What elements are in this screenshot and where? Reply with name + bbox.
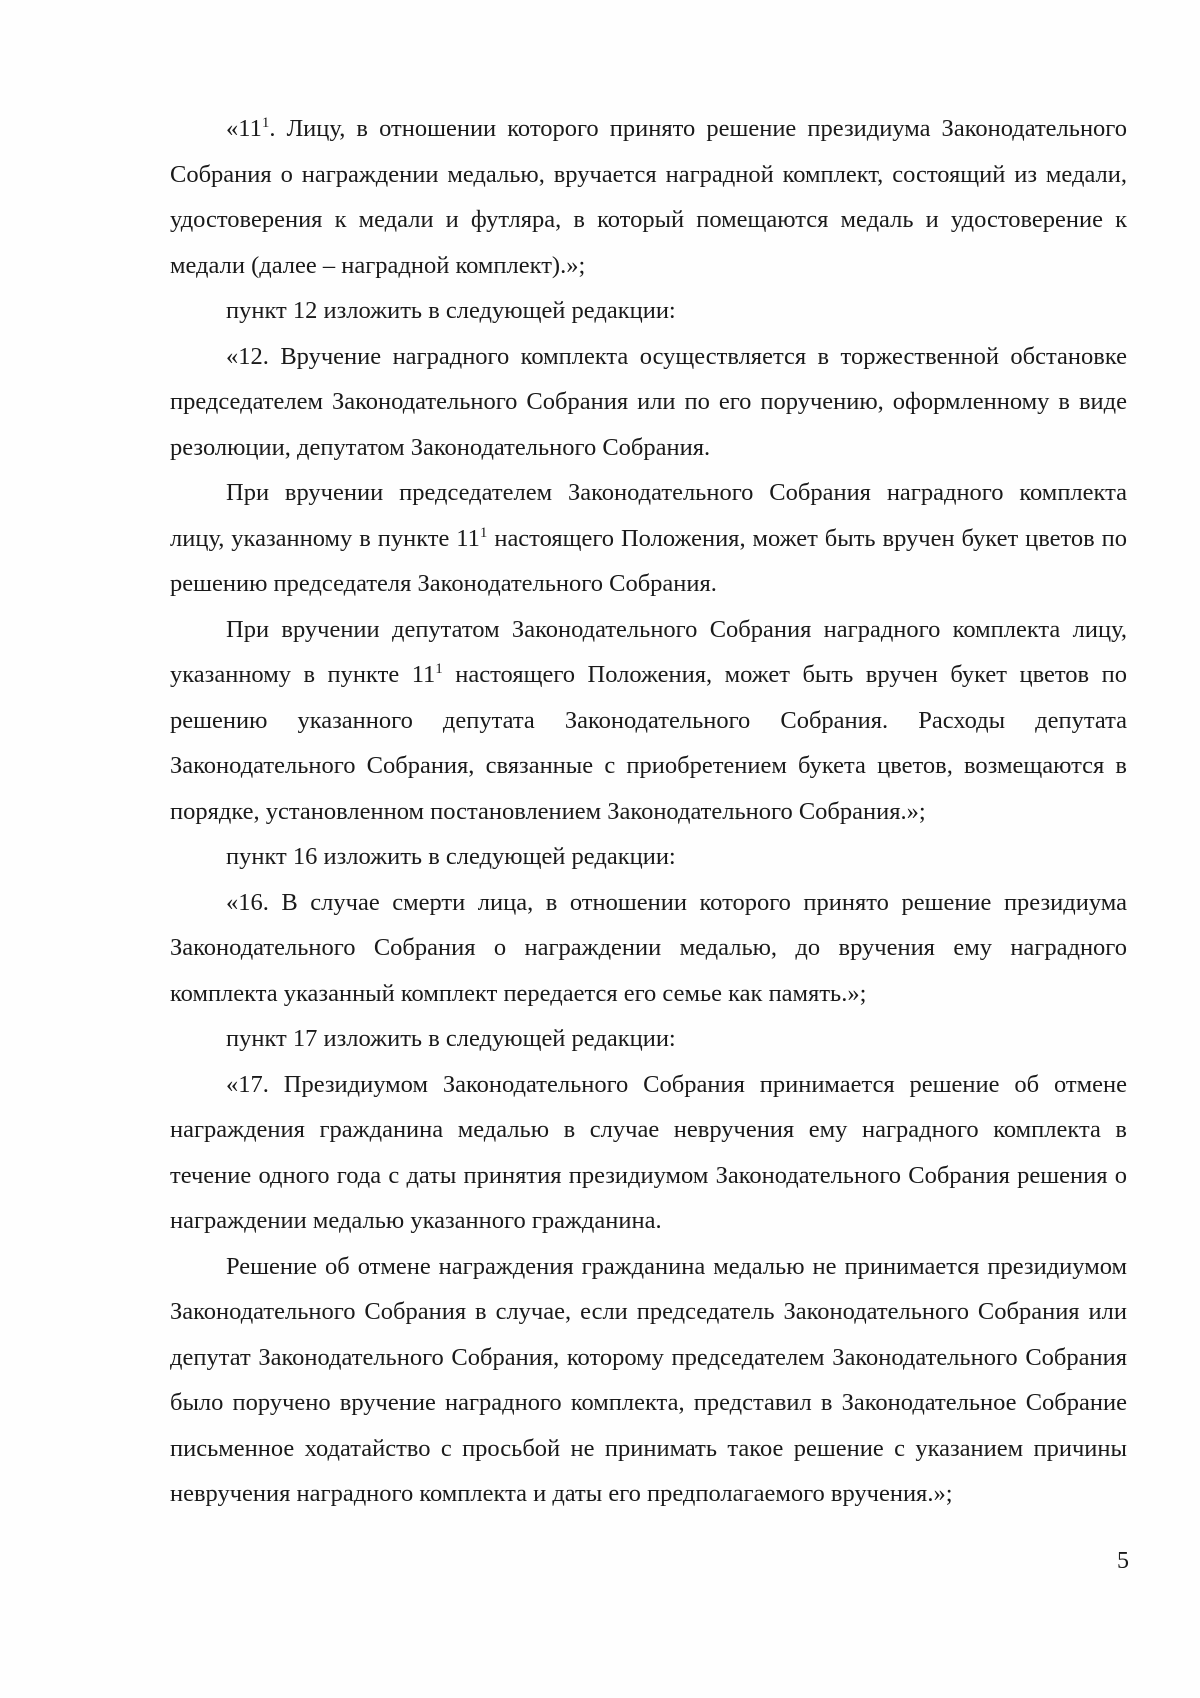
paragraph-prefix: При вручении председателем Законодательного Собрания наградного комплекта лицу, указанному в пункте 11: [170, 479, 1127, 552]
document-body: [170, 106, 1127, 1517]
paragraph-text: настоящего Положения, может быть вручен букет цветов по решению председателя Законодательного Собрания.: [170, 524, 1128, 597]
paragraph-text: . Лицу, в отношении которого принято решение президиума Законодательного Собрания о награждении медалью, вручается наградной комплект, состоящий из медали, удостоверения к медали и футляра, в который помещаются медаль и удостоверение к медали (далее – наградной комплект).»;: [170, 115, 1127, 279]
superscript: 1: [261, 114, 270, 131]
paragraph-chairman-flowers: [170, 470, 1127, 607]
paragraph-prefix: При вручении депутатом Законодательного Собрания наградного комплекта лицу, указанному в пункте 11: [170, 615, 1127, 688]
page-number: 5: [1117, 1548, 1129, 1574]
paragraph-11-1: [170, 106, 1127, 288]
paragraph-17: «17. Президиумом Законодательного Собрания принимается решение об отмене награждения гражданина медалью в случае невручения ему наградного комплекта в течение одного года с даты принятия президиумом Законодательного Собрания решения о награждении медалью указанного гражданина.: [170, 1070, 1127, 1234]
paragraph-text: настоящего Положения, может быть вручен букет цветов по решению указанного депутата Законодательного Собрания. Расходы депутата Законодательного Собрания, связанные с приобретением букета цветов, возмещаются в порядке, установленном постановлением Законодательного Собрания.»;: [170, 661, 1128, 825]
paragraph-12: «12. Вручение наградного комплекта осуществляется в торжественной обстановке председателем Законодательного Собрания или по его поручению, оформленному в виде резолюции, депутатом Законодательного Собрания.: [170, 342, 1127, 461]
paragraph-amend-12: пункт 12 изложить в следующей редакции:: [226, 297, 676, 324]
paragraph-deputy-flowers: [170, 607, 1127, 835]
paragraph-amend-17: пункт 17 изложить в следующей редакции:: [226, 1025, 676, 1052]
superscript: 1: [479, 524, 488, 541]
paragraph-amend-16: пункт 16 изложить в следующей редакции:: [226, 843, 676, 870]
superscript: 1: [435, 660, 443, 677]
paragraph-prefix: «11: [226, 115, 262, 142]
paragraph-17-exception: Решение об отмене награждения гражданина медалью не принимается президиумом Законодательного Собрания в случае, если председатель Законодательного Собрания или депутат Законодательного Собрания, которому председателем Законодательного Собрания было поручено вручение наградного комплекта, представил в Законодательное Собрание письменное ходатайство с просьбой не принимать такое решение с указанием причины невручения наградного комплекта и даты его предполагаемого вручения.»;: [170, 1252, 1127, 1507]
paragraph-16: «16. В случае смерти лица, в отношении которого принято решение президиума Законодательного Собрания о награждении медалью, до вручения ему наградного комплекта указанный комплект передается его семье как память.»;: [170, 888, 1127, 1007]
